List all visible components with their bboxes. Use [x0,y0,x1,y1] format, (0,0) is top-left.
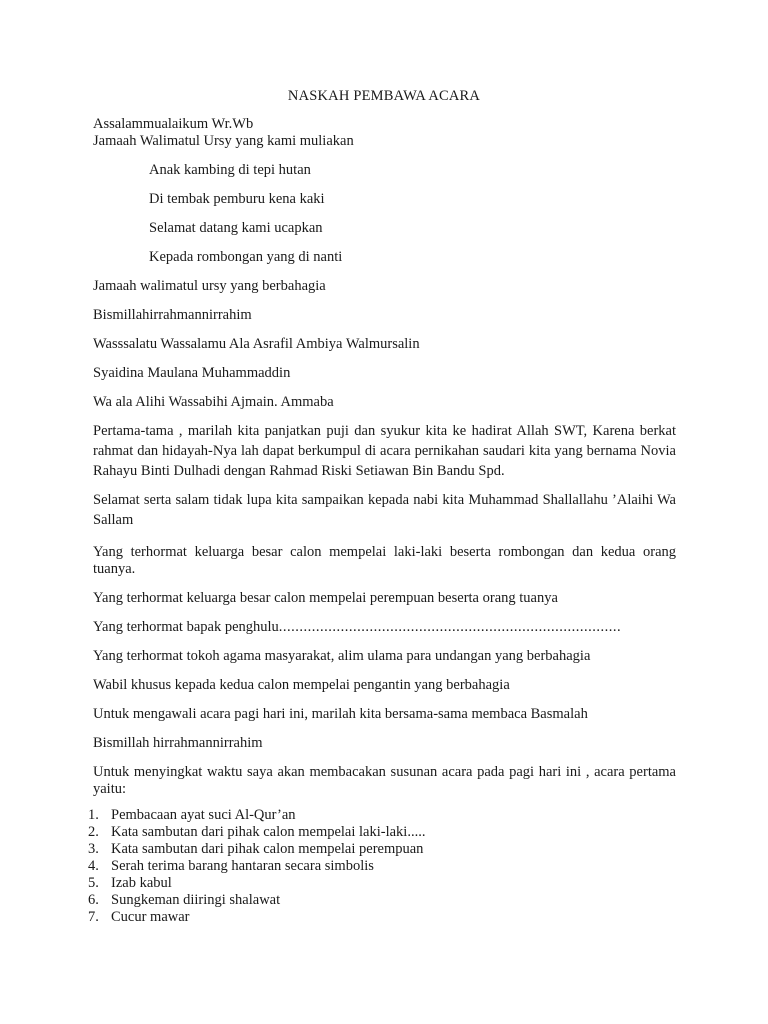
agenda-intro-paragraph: Untuk menyingkat waktu saya akan membacakan susunan acara pada pagi hari ini , acara pertama yaitu: [93,764,676,797]
penghulu-dots: ................................................................................... [278,619,622,635]
poem-line-1: Anak kambing di tepi hutan [149,162,311,178]
agenda-list [70,807,425,926]
address-line: Jamaah Walimatul Ursy yang kami muliakan [93,133,354,149]
agenda-item-text: Izab kabul [111,875,172,891]
opening-paragraph: Pertama-tama , marilah kita panjatkan puji dan syukur kita ke hadirat Allah SWT, Karena berkat rahmat dan hidayah-Nya lah dapat berkumpul di acara pernikahan saudari kita yang bernama Novia Rahayu Binti Dulhadi dengan Rahmad Riski Setiawan Bin Bandu Spd. [93,423,676,479]
honor-bride-family-line: Yang terhormat keluarga besar calon mempelai perempuan beserta orang tuanya [93,590,558,606]
document-title: NASKAH PEMBAWA ACARA [287,88,481,104]
agenda-item-text: Kata sambutan dari pihak calon mempelai perempuan [111,841,424,857]
jamaah-line: Jamaah walimatul ursy yang berbahagia [93,278,326,294]
honor-penghulu-line [93,619,621,636]
agenda-item-number: 2. [88,824,99,840]
agenda-item-number: 4. [88,858,99,874]
agenda-item-text: Serah terima barang hantaran secara simbolis [111,858,374,874]
agenda-item [70,909,425,926]
agenda-item-number: 1. [88,807,99,823]
penghulu-label: Yang terhormat bapak penghulu [93,619,279,635]
agenda-item-number: 6. [88,892,99,908]
agenda-item [70,858,425,875]
basmalah-invite-line: Untuk mengawali acara pagi hari ini, marilah kita bersama-sama membaca Basmalah [93,706,588,722]
poem-line-2: Di tembak pemburu kena kaki [149,191,325,207]
bismillah-second-line: Bismillah hirrahmannirrahim [93,735,263,751]
poem-line-4: Kepada rombongan yang di nanti [149,249,343,265]
agenda-item-text: Pembacaan ayat suci Al-Qur’an [111,807,296,823]
agenda-item-number: 3. [88,841,99,857]
honor-groom-family-paragraph: Yang terhormat keluarga besar calon mempelai laki-laki beserta rombongan dan kedua orang tuanya. [93,544,676,577]
agenda-item [70,875,425,892]
agenda-item-number: 5. [88,875,99,891]
wa-ala-line: Wa ala Alihi Wassabihi Ajmain. Ammaba [93,394,334,410]
honor-tokoh-line: Yang terhormat tokoh agama masyarakat, alim ulama para undangan yang berbahagia [93,648,591,664]
agenda-item-text: Kata sambutan dari pihak calon mempelai laki-laki..... [111,824,426,840]
greeting-line: Assalammualaikum Wr.Wb [93,116,254,132]
agenda-item [70,892,425,909]
agenda-item-text: Cucur mawar [111,909,190,925]
salawat-paragraph: Selamat serta salam tidak lupa kita sampaikan kepada nabi kita Muhammad Shallallahu ’Alaihi Wa Sallam [93,492,676,528]
agenda-item [70,807,425,824]
bismillah-line: Bismillahirrahmannirrahim [93,307,252,323]
syaidina-line: Syaidina Maulana Muhammaddin [93,365,291,381]
wassalatu-line: Wasssalatu Wassalamu Ala Asrafil Ambiya Walmursalin [93,336,420,352]
agenda-item-text: Sungkeman diiringi shalawat [111,892,281,908]
poem-line-3: Selamat datang kami ucapkan [149,220,323,236]
agenda-item [70,841,425,858]
agenda-item-number: 7. [88,909,99,925]
wabil-khusus-line: Wabil khusus kepada kedua calon mempelai pengantin yang berbahagia [93,677,510,693]
agenda-item [70,824,425,841]
